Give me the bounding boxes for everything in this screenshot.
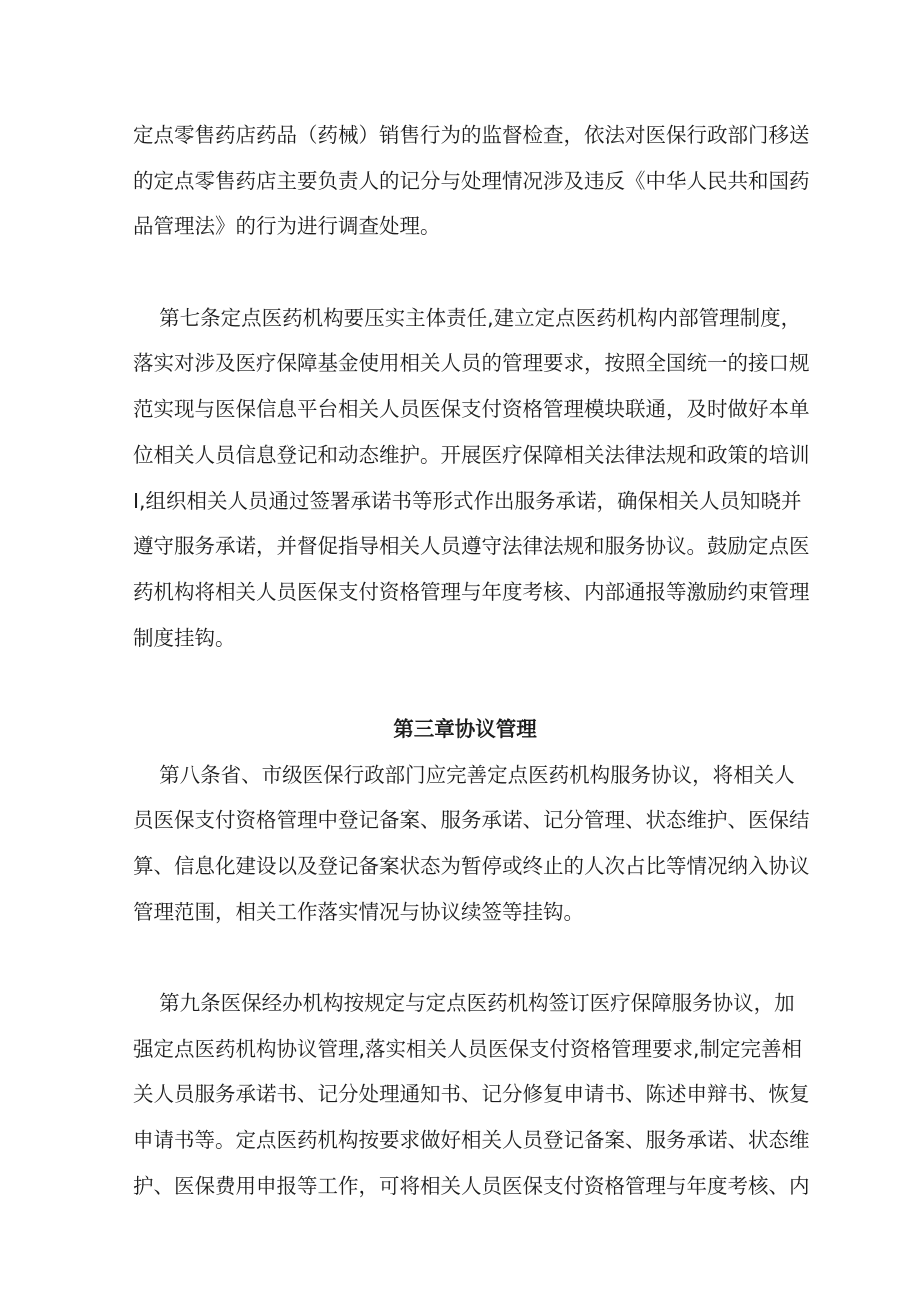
text-line: 关人员服务承诺书、记分处理通知书、记分修复申请书、陈述申辩书、恢复 <box>133 1082 810 1107</box>
text-line: 药机构将相关人员医保支付资格管理与年度考核、内部通报等激励约束管理 <box>133 579 810 604</box>
text-line: 位相关人员信息登记和动态维护。开展医疗保障相关法律法规和政策的培训 <box>133 442 810 467</box>
chapter-heading: 第三章协议管理 <box>393 716 537 741</box>
text-line: I,组织相关人员通过签署承诺书等形式作出服务承诺，确保相关人员知晓并 <box>133 488 802 513</box>
text-line: 第八条省、市级医保行政部门应完善定点医药机构服务协议，将相关人 <box>133 762 795 787</box>
text-line: 落实对涉及医疗保障基金使用相关人员的管理要求，按照全国统一的接口规 <box>133 351 810 376</box>
text-line: 员医保支付资格管理中登记备案、服务承诺、记分管理、状态维护、医保结 <box>133 808 810 833</box>
article-9-paragraph <box>133 981 810 1209</box>
text-line: 护、医保费用申报等工作，可将相关人员医保支付资格管理与年度考核、内 <box>133 1173 810 1198</box>
article-7-paragraph <box>133 296 810 662</box>
text-line: 的定点零售药店主要负责人的记分与处理情况涉及违反《中华人民共和国药 <box>133 168 810 193</box>
paragraph-gap <box>133 250 793 296</box>
text-line: 遵守服务承诺，并督促指导相关人员遵守法律法规和服务协议。鼓励定点医 <box>133 534 810 559</box>
text-line: 第九条医保经办机构按规定与定点医药机构签订医疗保障服务协议，加 <box>133 991 795 1016</box>
article-8-paragraph <box>133 753 810 936</box>
text-line: 申请书等。定点医药机构按要求做好相关人员登记备案、服务承诺、状态维 <box>133 1128 810 1153</box>
text-line: 管理范围，相关工作落实情况与协议续签等挂钩。 <box>133 899 584 924</box>
text-line: 范实现与医保信息平台相关人员医保支付资格管理模块联通，及时做好本单 <box>133 397 810 422</box>
text-line: 算、信息化建设以及登记备案状态为暂停或终止的人次占比等情况纳入协议 <box>133 854 810 878</box>
paragraph-continuation <box>133 113 810 250</box>
paragraph-gap <box>133 661 793 707</box>
paragraph-gap <box>133 935 793 981</box>
text-line: 第七条定点医药机构要压实主体责任,建立定点医药机构内部管理制度， <box>133 305 802 330</box>
document-body <box>133 113 810 1210</box>
text-line: 制度挂钩。 <box>133 625 236 650</box>
text-line: 品管理法》的行为进行调查处理。 <box>133 214 441 239</box>
text-line: 强定点医药机构协议管理,落实相关人员医保支付资格管理要求,制定完善相 <box>133 1036 803 1061</box>
text-line: 定点零售药店药品（药械）销售行为的监督检查，依法对医保行政部门移送 <box>133 123 810 147</box>
